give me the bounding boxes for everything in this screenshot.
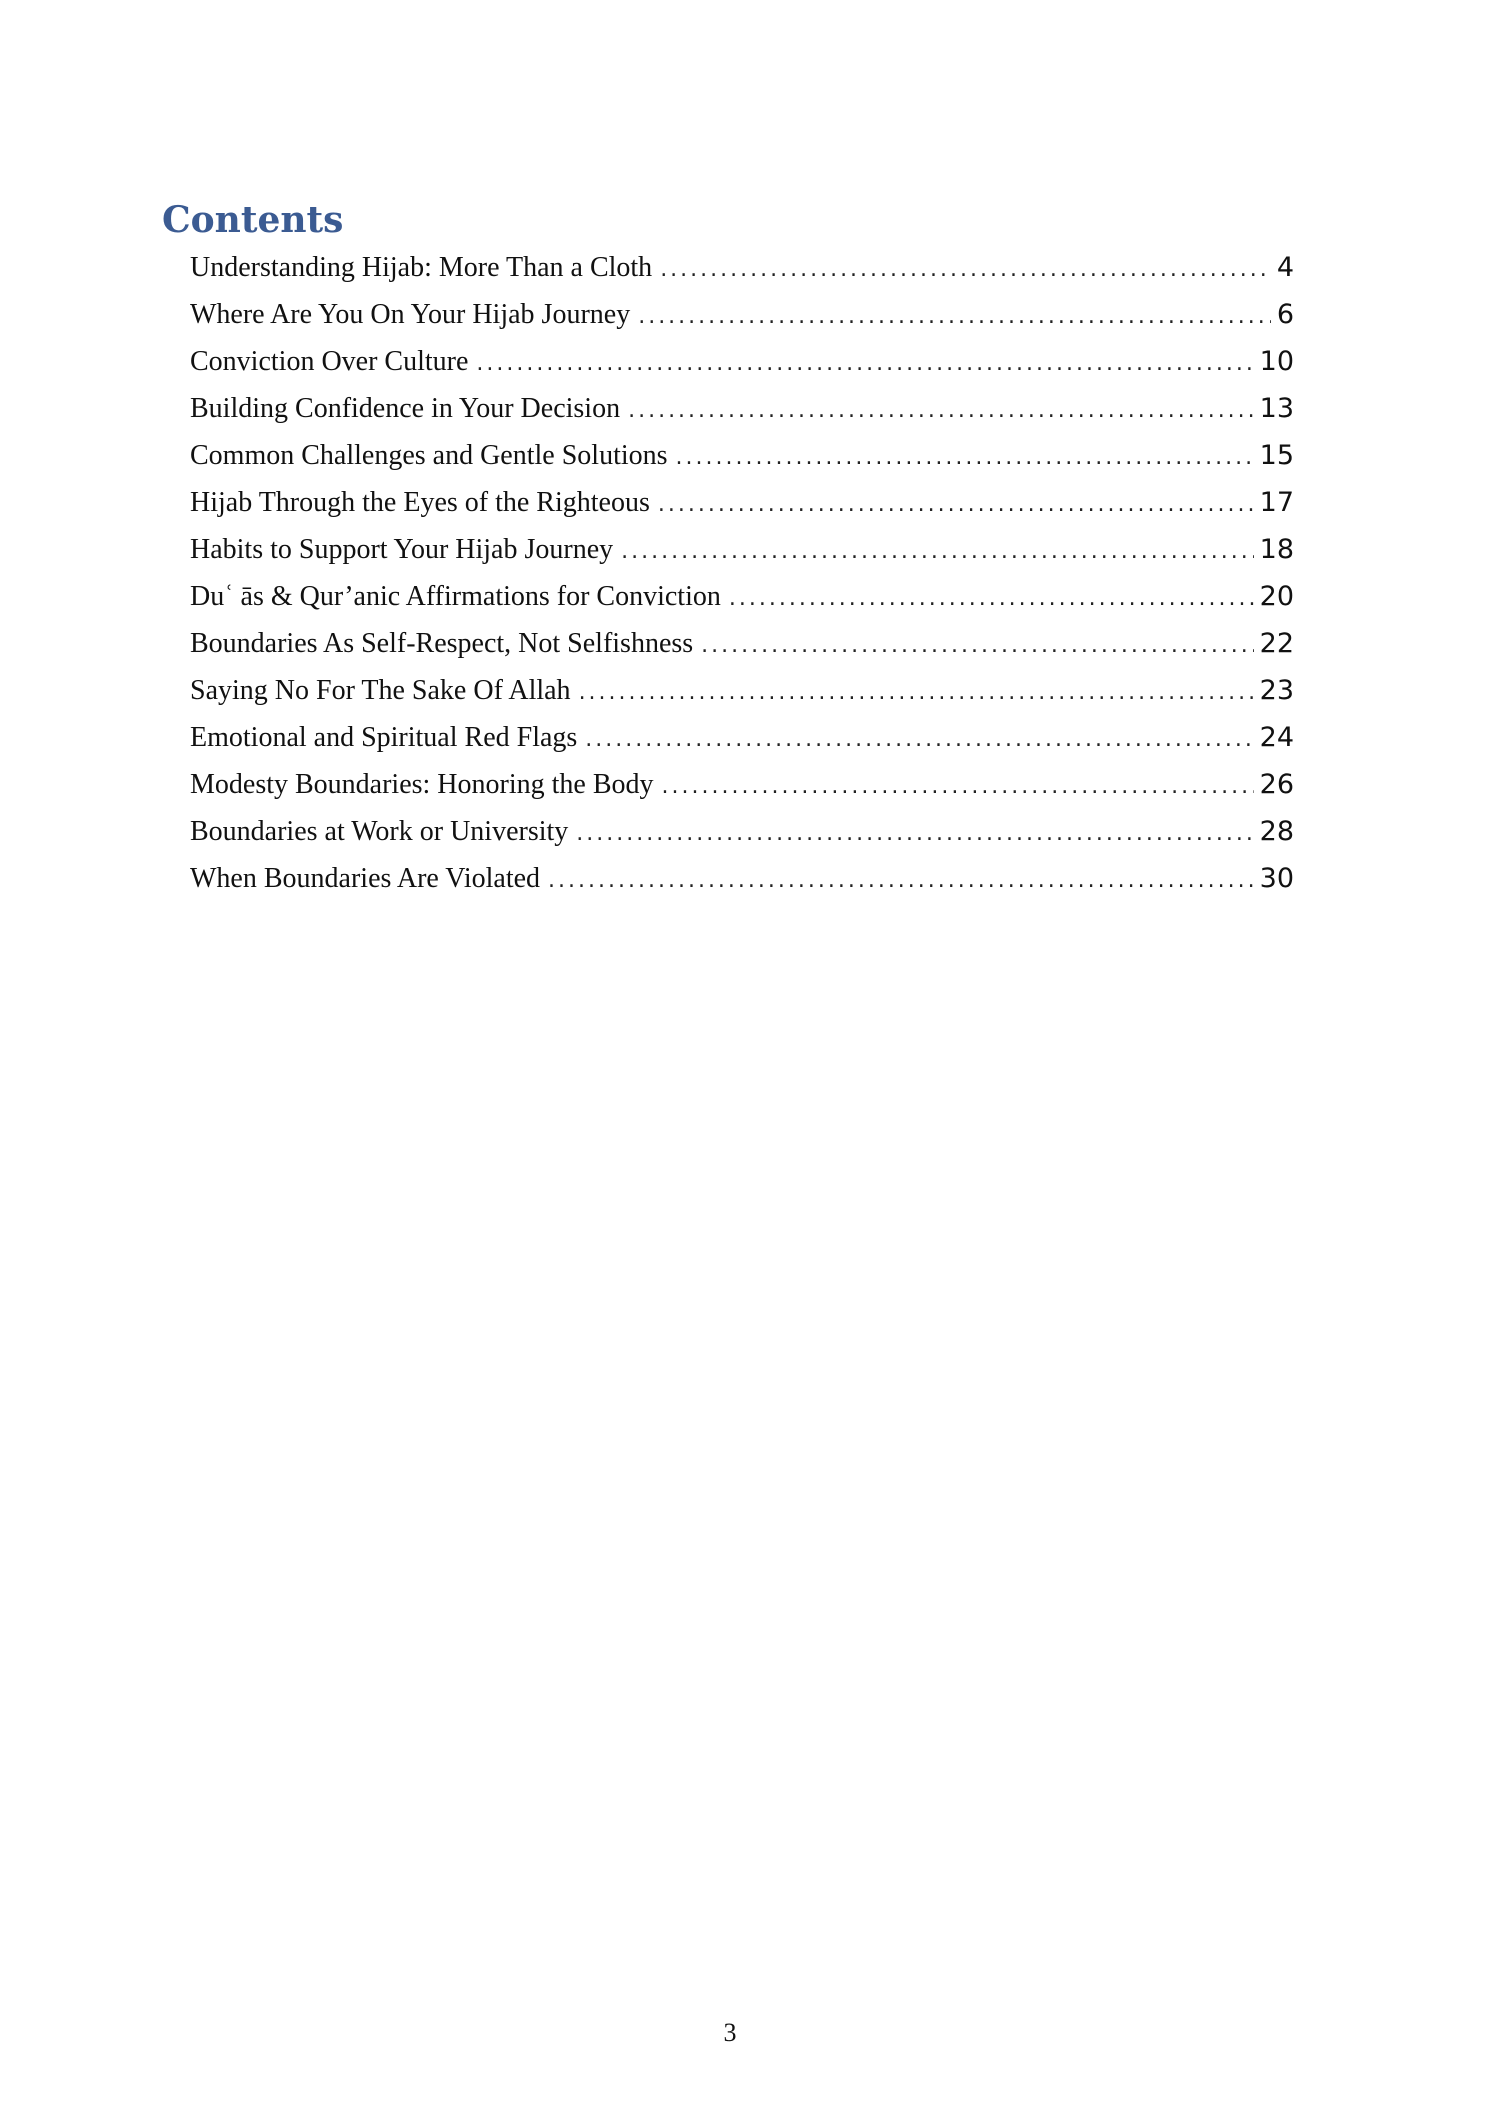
toc-entry-page: 10 [1259,346,1294,377]
toc-entry-page: 28 [1259,816,1294,847]
toc-entry[interactable] [190,385,1294,432]
toc-entry-title: Where Are You On Your Hijab Journey [190,299,631,330]
toc-entry-page: 20 [1259,581,1294,612]
toc-dot-leader [729,575,1254,622]
toc-dot-leader [638,293,1271,340]
toc-entry-page: 26 [1259,769,1294,800]
toc-entry-title: Boundaries at Work or University [190,816,569,847]
toc-entry[interactable] [190,291,1294,338]
toc-dot-leader [579,669,1254,716]
toc-entry-page: 18 [1259,534,1294,565]
toc-entry[interactable] [190,714,1294,761]
toc-entry-page: 4 [1276,252,1294,283]
toc-entry-page: 23 [1259,675,1294,706]
toc-dot-leader [676,434,1254,481]
toc-entry-title: When Boundaries Are Violated [190,863,541,894]
toc-entry[interactable] [190,479,1294,526]
toc-entry[interactable] [190,526,1294,573]
toc-entry-page: 17 [1259,487,1294,518]
toc-entry[interactable] [190,432,1294,479]
toc-dot-leader [628,387,1254,434]
toc-entry[interactable] [190,338,1294,385]
toc-dot-leader [621,528,1254,575]
toc-entry-page: 13 [1259,393,1294,424]
page-number: 3 [723,2018,737,2047]
toc-dot-leader [476,340,1253,387]
toc-entry-title: Boundaries As Self-Respect, Not Selfishness [190,628,694,659]
toc-entry[interactable] [190,244,1294,291]
toc-heading: Contents [162,199,344,241]
toc-dot-leader [660,246,1271,293]
toc-entry-page: 30 [1259,863,1294,894]
toc-entry-title: Understanding Hijab: More Than a Cloth [190,252,653,283]
toc-entry[interactable] [190,855,1294,902]
toc-entry-page: 24 [1259,722,1294,753]
toc-entry-page: 15 [1259,440,1294,471]
toc-dot-leader [658,481,1254,528]
toc-entry[interactable] [190,573,1294,620]
toc-entry-page: 22 [1259,628,1294,659]
toc-dot-leader [576,810,1253,857]
toc-entry-title: Habits to Support Your Hijab Journey [190,534,614,565]
toc-entry[interactable] [190,808,1294,855]
toc-entry[interactable] [190,620,1294,667]
toc-entry-title: Modesty Boundaries: Honoring the Body [190,769,654,800]
toc-entry[interactable] [190,761,1294,808]
toc-entry-title: Duʿ ās & Qur’anic Affirmations for Conviction [190,581,721,612]
toc-list [190,244,1294,902]
toc-dot-leader [701,622,1253,669]
toc-entry-page: 6 [1276,299,1294,330]
toc-entry-title: Hijab Through the Eyes of the Righteous [190,487,650,518]
toc-entry-title: Conviction Over Culture [190,346,469,377]
toc-dot-leader [585,716,1253,763]
toc-entry[interactable] [190,667,1294,714]
toc-dot-leader [662,763,1254,810]
toc-dot-leader [548,857,1254,904]
toc-entry-title: Common Challenges and Gentle Solutions [190,440,668,471]
toc-entry-title: Building Confidence in Your Decision [190,393,621,424]
toc-entry-title: Emotional and Spiritual Red Flags [190,722,578,753]
toc-entry-title: Saying No For The Sake Of Allah [190,675,571,706]
